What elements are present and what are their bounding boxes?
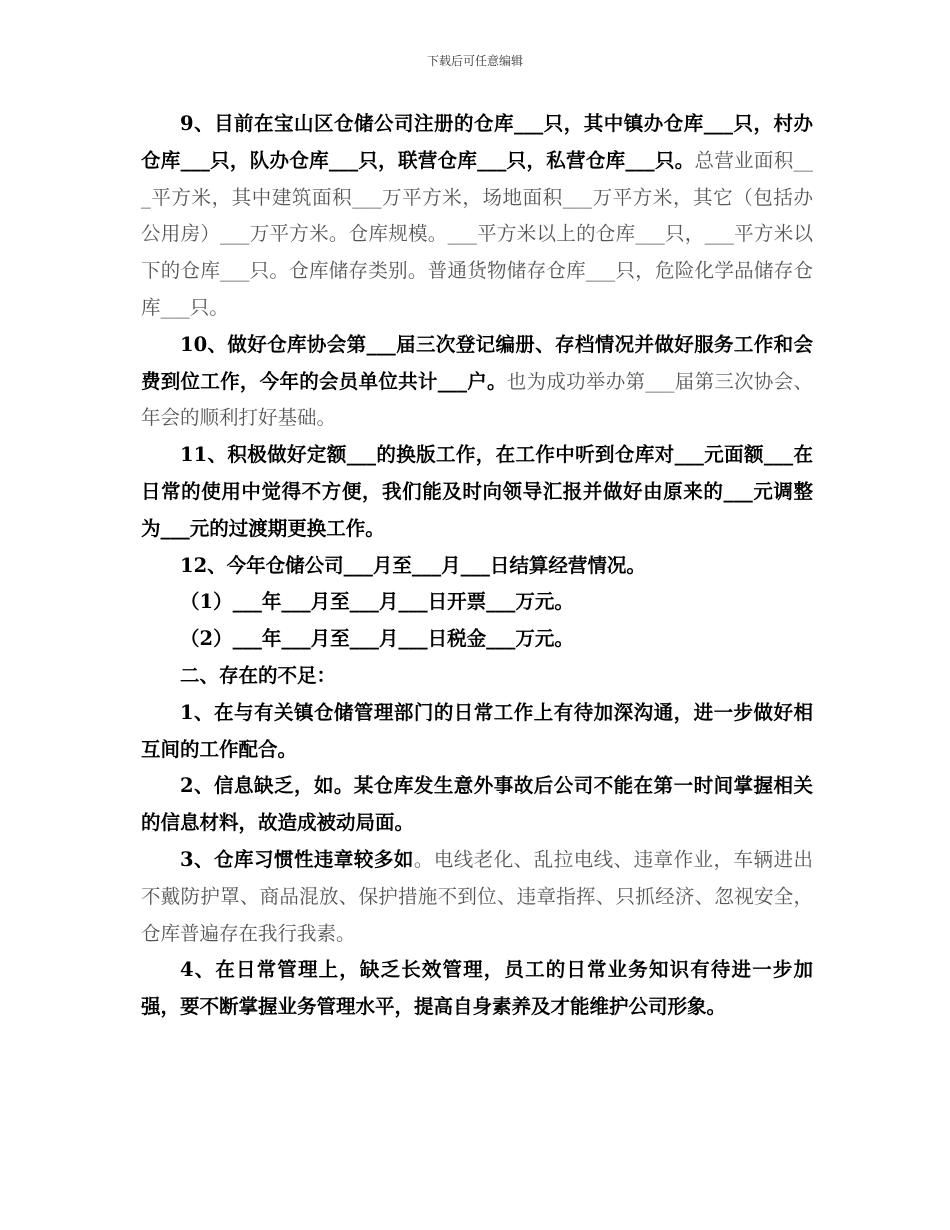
paragraph-bold-text: （2）___年___月至___月___日税金___万元。 [180, 627, 574, 651]
paragraph-plain-text: 。电线老化、乱拉电线、违章作业，车辆进出不戴防护罩、商品混放、保护措施不到位、违章指挥、只抓经济、忽视安全，仓库普遍存在我行我素。 [141, 847, 813, 945]
paragraph-plain-text: 总营业面积___平方米，其中建筑面积___万平方米，场地面积___万平方米，其它（包括办公用房）___万平方米。仓库规模。___平方米以上的仓库___只，___平方米以下的仓库___只。仓库储存类别。普通货物储存仓库___只，危险化学品储存仓库___只。 [141, 148, 813, 319]
paragraph-item-12 [141, 548, 813, 585]
shortcoming-item-3 [141, 842, 813, 952]
paragraph-item-10 [141, 327, 813, 437]
shortcoming-item-2 [141, 768, 813, 842]
paragraph-sub-item-1 [141, 584, 813, 621]
paragraph-bold-text: 1、在与有关镇仓储管理部门的日常工作上有待加深沟通，进一步做好相互间的工作配合。 [141, 700, 813, 761]
paragraph-bold-text: 9、目前在宝山区仓储公司注册的仓库___只，其中镇办仓库___只，村办仓库___只，队办仓库___只，联营仓库___只，私营仓库___只。 [141, 112, 813, 172]
shortcoming-item-4 [141, 952, 813, 1026]
paragraph-item-9 [141, 106, 813, 327]
section-heading-text: 二、存在的不足： [180, 663, 337, 687]
shortcoming-item-1 [141, 695, 813, 769]
page-header: 下载后可任意编辑 [426, 54, 523, 68]
paragraph-bold-text: 10、做好仓库协会第___届三次登记编册、存档情况并做好服务工作和会费到位工作，今年的会员单位共计___户。 [141, 332, 813, 393]
paragraph-sub-item-2 [141, 621, 813, 658]
paragraph-bold-text: 12、今年仓储公司___月至___月___日结算经营情况。 [180, 553, 646, 577]
paragraph-plain-text: 也为成功举办第___届第三次协会、年会的顺利打好基础。 [141, 369, 813, 430]
paragraph-bold-text: 4、在日常管理上，缺乏长效管理，员工的日常业务知识有待进一步加强，要不断掌握业务管理水平，提高自身素养及才能维护公司形象。 [141, 958, 813, 1019]
paragraph-item-11 [141, 437, 813, 547]
paragraph-bold-text: （1）___年___月至___月___日开票___万元。 [180, 590, 574, 614]
paragraph-bold-text: 2、信息缺乏，如。某仓库发生意外事故后公司不能在第一时间掌握相关的信息材料，故造成被动局面。 [141, 774, 813, 835]
section-heading-shortcomings [141, 658, 813, 695]
paragraph-bold-text: 11、积极做好定额___的换版工作，在工作中听到仓库对___元面额___在日常的使用中觉得不方便，我们能及时向领导汇报并做好由原来的___元调整为___元的过渡期更换工作。 [141, 443, 813, 540]
document-body [141, 106, 813, 1026]
paragraph-bold-text: 3、仓库习惯性违章较多如 [180, 847, 414, 871]
